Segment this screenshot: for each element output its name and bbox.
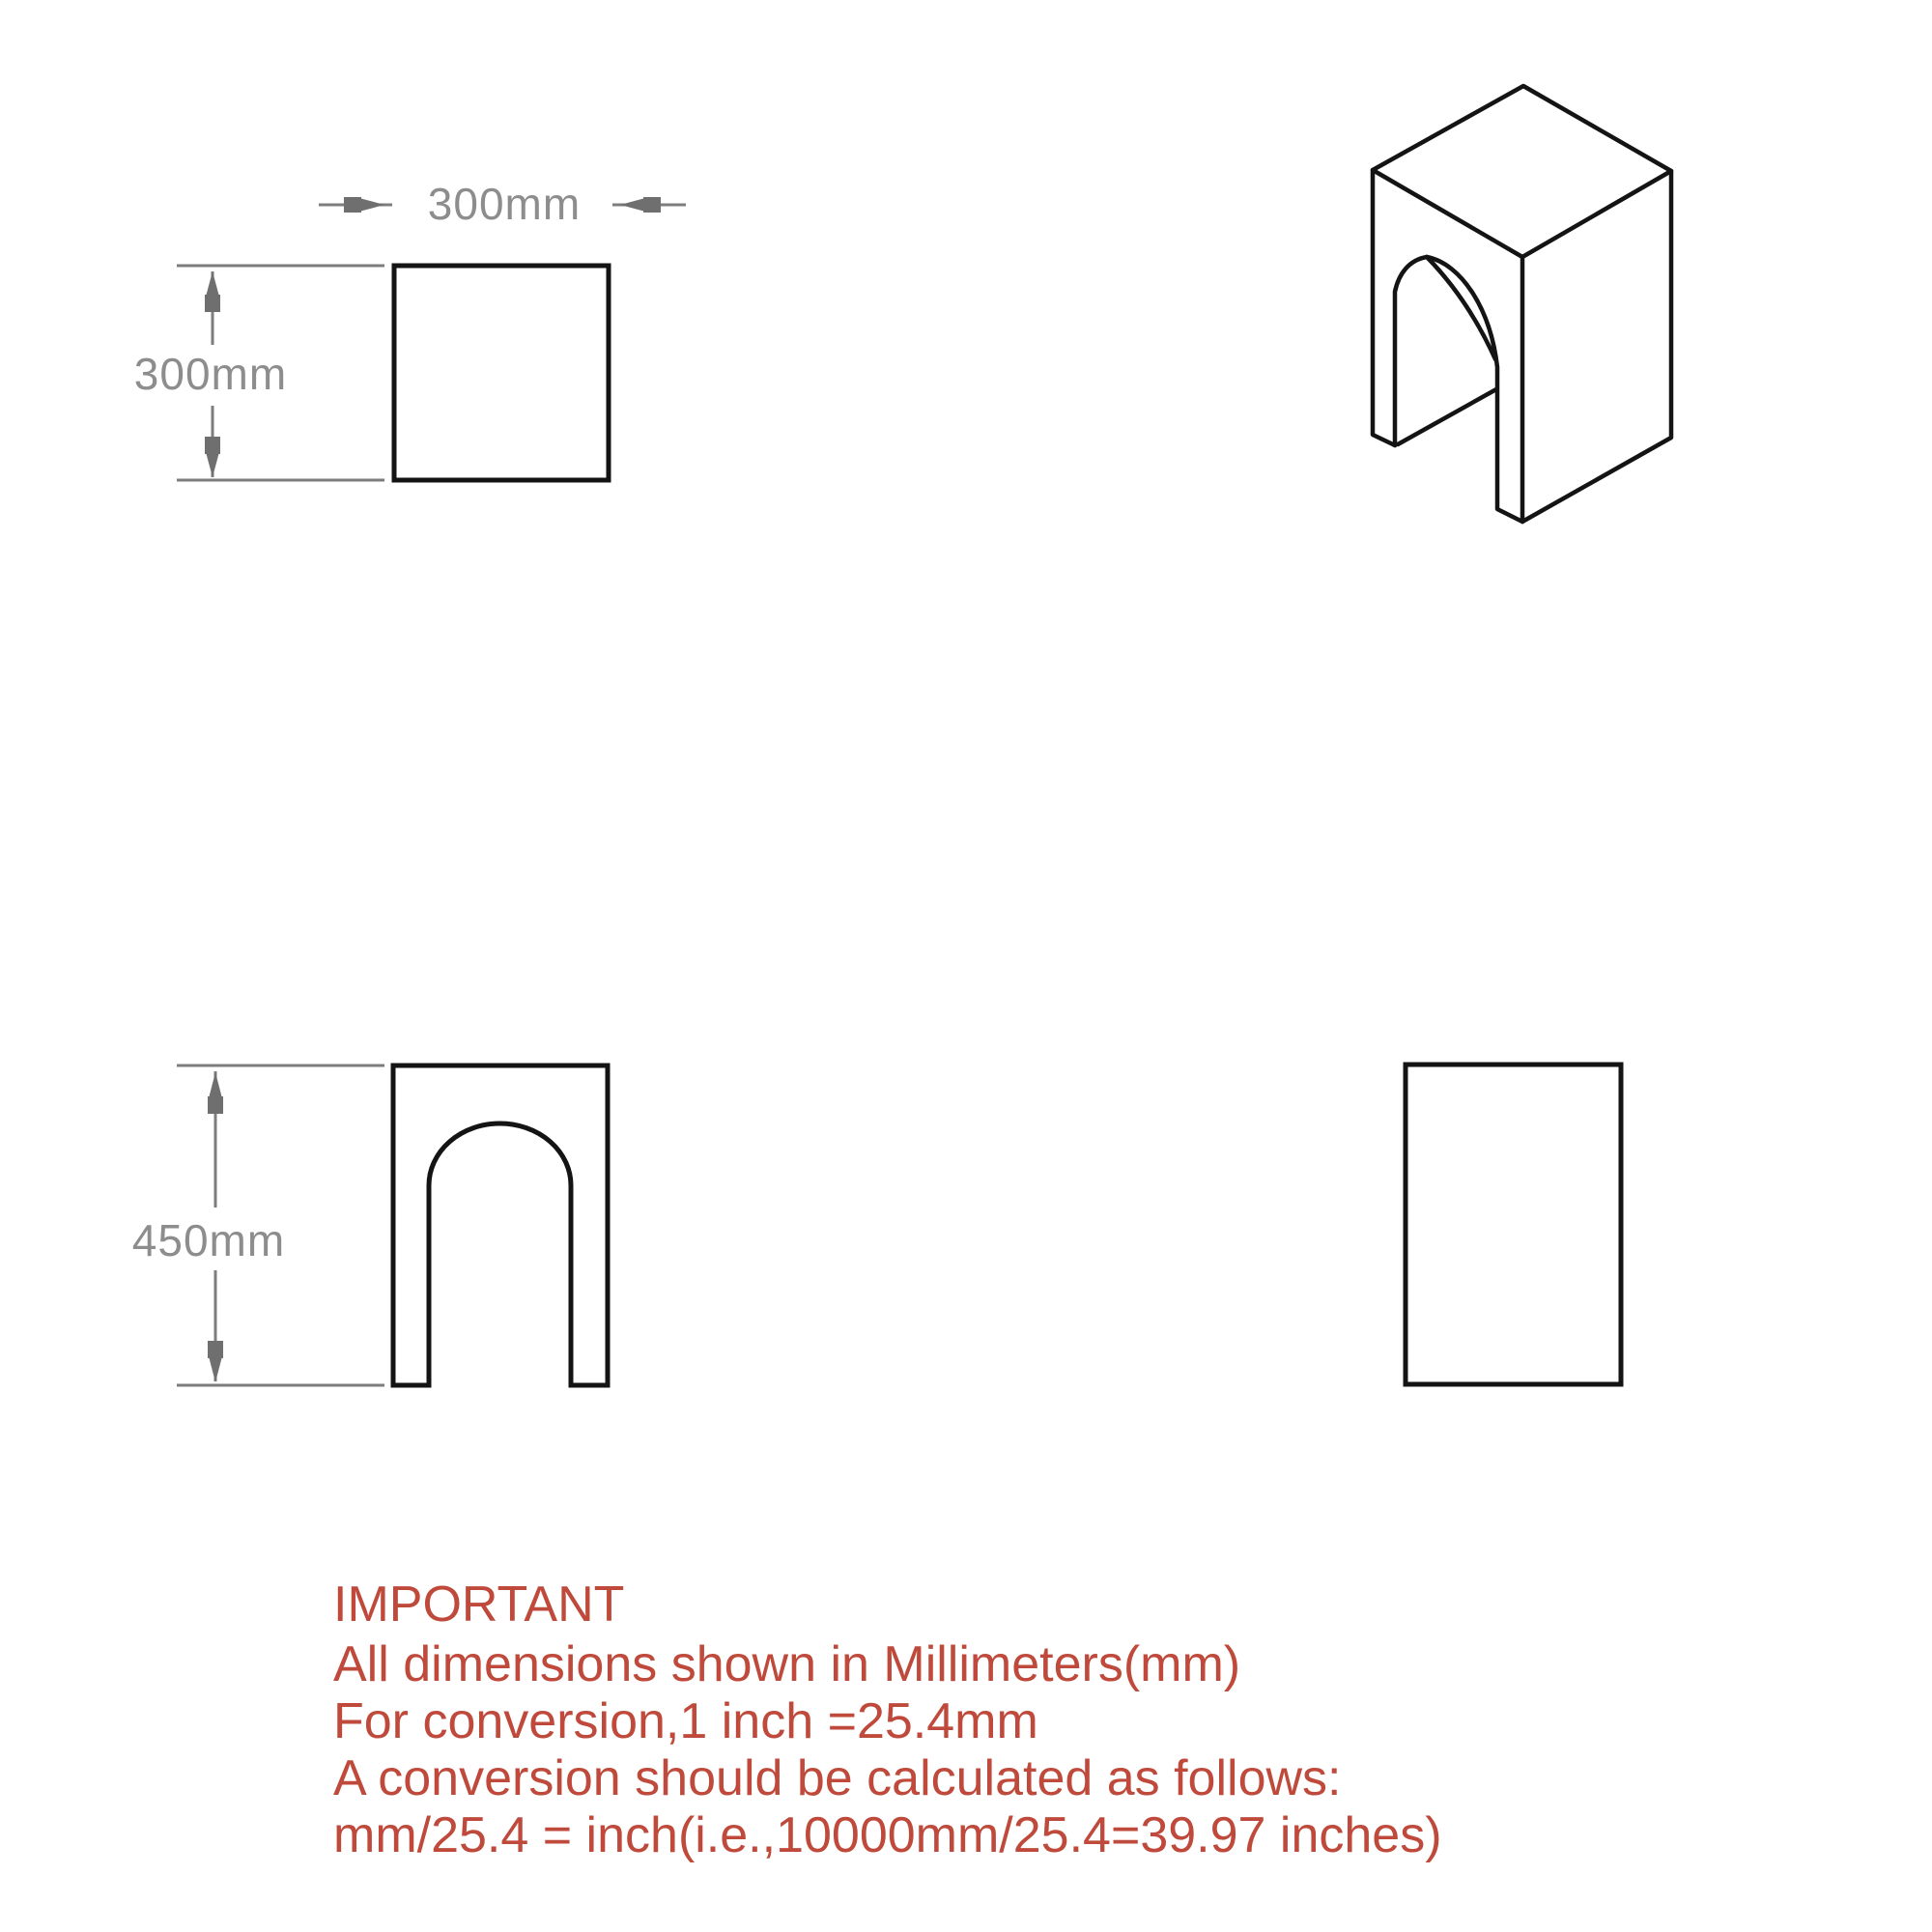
front-dim-down-arrowhead-icon (209, 1356, 222, 1382)
isometric-arch-right-curve-and-foot (1427, 257, 1522, 522)
isometric-top-face (1373, 86, 1671, 257)
top-view-width-label: 300mm (427, 179, 582, 229)
front-dim-down-arrow-block (208, 1341, 223, 1358)
width-dim-right-arrowhead-icon (620, 198, 645, 212)
height-dim-down-arrow-block (205, 437, 220, 454)
isometric-right-face-edges (1522, 171, 1671, 522)
top-view-square (394, 266, 609, 480)
width-dim-right-arrow-block (643, 197, 661, 213)
side-view-rectangle (1406, 1065, 1621, 1384)
height-dim-up-arrowhead-icon (206, 271, 219, 297)
isometric-arch-left-leg (1395, 257, 1427, 445)
isometric-view (1373, 86, 1671, 522)
width-dim-left-arrowhead-icon (359, 198, 384, 212)
note-line-3: A conversion should be calculated as follows: (333, 1750, 1342, 1806)
front-dim-up-arrowhead-icon (209, 1072, 222, 1098)
isometric-tunnel-back-bottom-edge (1398, 389, 1496, 444)
height-dim-up-arrow-block (205, 295, 220, 312)
note-title: IMPORTANT (333, 1577, 625, 1633)
front-dim-up-arrow-block (208, 1096, 223, 1114)
note-line-4: mm/25.4 = inch(i.e.,10000mm/25.4=39.97 inches) (333, 1807, 1442, 1863)
top-view-width-dimension (319, 179, 686, 229)
width-dim-left-arrow-block (344, 197, 361, 213)
isometric-arch-inner-edge (1427, 257, 1495, 359)
front-view (393, 1065, 608, 1385)
top-view-height-label: 300mm (133, 349, 288, 399)
isometric-left-edge-and-foot (1373, 170, 1395, 445)
front-view-height-dimension (132, 1065, 384, 1385)
front-view-height-label: 450mm (131, 1215, 286, 1265)
note-line-2: For conversion,1 inch =25.4mm (333, 1693, 1038, 1749)
front-view-arch-outline (393, 1065, 608, 1385)
side-view (1406, 1065, 1621, 1384)
height-dim-down-arrowhead-icon (206, 452, 219, 477)
note-line-1: All dimensions shown in Millimeters(mm) (333, 1636, 1241, 1692)
important-note (333, 1577, 1442, 1863)
top-view (394, 266, 609, 480)
top-view-height-dimension (134, 266, 384, 480)
